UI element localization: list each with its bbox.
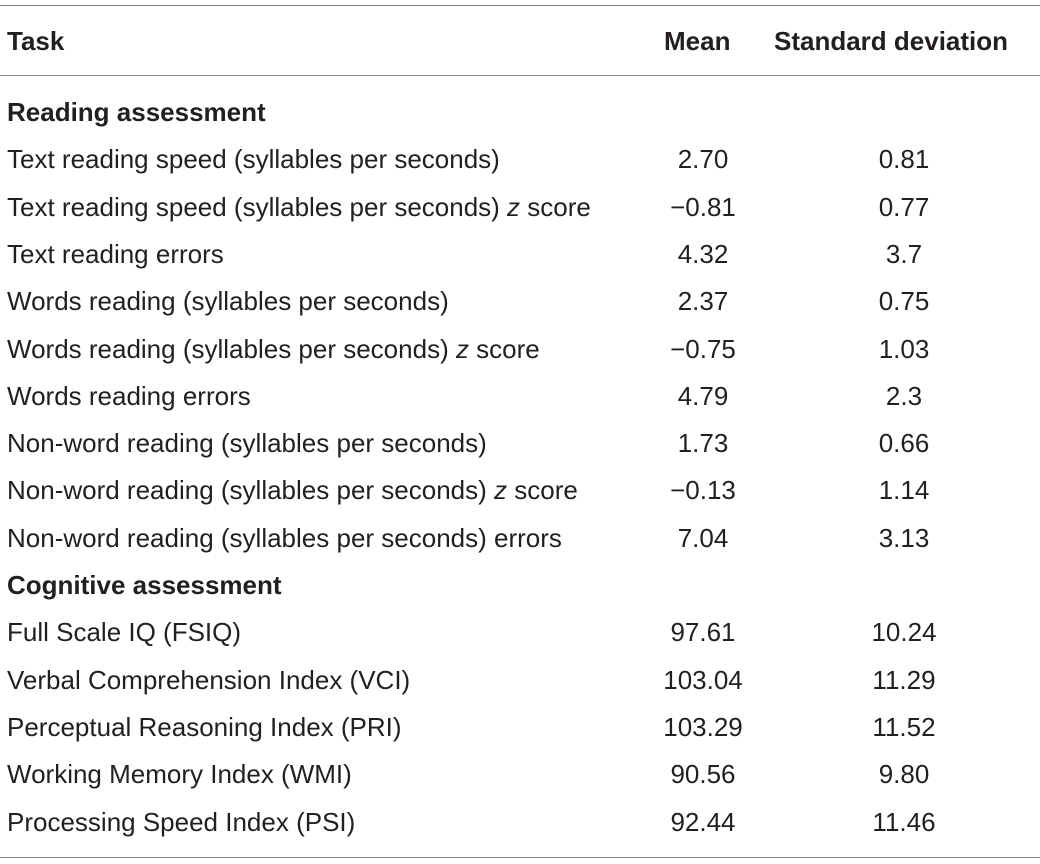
task-cell [7,518,562,558]
table-row [0,423,1040,463]
standard-deviation-cell: 0.66 [878,428,930,459]
task-label: Text reading errors [7,238,224,269]
table-row [0,707,1040,747]
task-label: Non-word reading (syllables per seconds) errors [7,522,562,553]
task-label: Verbal Comprehension Index (VCI) [7,664,411,695]
task-label-tail: score [507,475,578,506]
table-row [0,518,1040,558]
task-label-z: z [507,191,521,222]
table-top-rule [0,5,1040,6]
task-label: Words reading errors [7,380,251,411]
task-cell [7,754,352,794]
mean-cell: −0.13 [670,475,736,506]
standard-deviation-cell: 0.75 [878,286,930,317]
mean-cell: 2.70 [677,144,729,175]
task-cell [7,423,487,463]
standard-deviation-cell: 1.14 [878,475,930,506]
task-cell [7,707,402,747]
standard-deviation-cell: 0.77 [878,191,930,222]
table-row [0,234,1040,274]
standard-deviation-cell: 0.81 [878,144,930,175]
standard-deviation-cell: 9.80 [878,759,930,790]
standard-deviation-cell: 11.29 [872,664,936,695]
standard-deviation-cell: 1.03 [878,333,930,364]
task-label-z: z [494,475,508,506]
task-cell [7,234,224,274]
table-row [0,660,1040,700]
task-label-tail: score [468,333,540,364]
mean-cell: 2.37 [677,286,729,317]
task-label: Perceptual Reasoning Index (PRI) [7,711,402,742]
task-label-z: z [455,333,469,364]
task-label: Full Scale IQ (FSIQ) [7,617,242,648]
header-task: Task [7,26,65,56]
section-title-row [0,565,1040,605]
table-row [0,187,1040,227]
mean-cell: −0.81 [670,191,736,222]
task-cell [7,802,355,842]
table-row [0,470,1040,510]
standard-deviation-cell: 11.46 [872,806,936,837]
standard-deviation-cell: 3.13 [878,522,930,553]
mean-cell: 7.04 [677,522,729,553]
table-row [0,281,1040,321]
task-label: Non-word reading (syllables per seconds) [7,475,495,506]
table-row [0,139,1040,179]
table-row [0,612,1040,652]
task-cell [7,187,591,227]
task-label: Non-word reading (syllables per seconds) [7,428,487,459]
mean-cell: 103.04 [663,664,743,695]
mean-cell: −0.75 [670,333,736,364]
task-label: Text reading speed (syllables per seconds) [7,144,500,175]
task-cell [7,660,410,700]
standard-deviation-cell: 2.3 [885,380,923,411]
table-row [0,376,1040,416]
table-bottom-rule [0,857,1040,858]
table-header-row [0,21,1040,61]
task-label: Working Memory Index (WMI) [7,759,352,790]
task-label: Processing Speed Index (PSI) [7,806,356,837]
header-mean: Mean [664,26,731,56]
standard-deviation-cell: 10.24 [871,617,937,648]
task-cell [7,139,500,179]
mean-cell: 92.44 [670,806,736,837]
section-title: Reading assessment [7,97,266,127]
mean-cell: 90.56 [670,759,736,790]
header-standard-deviation: Standard deviation [774,26,1009,56]
task-cell [7,470,578,510]
mean-cell: 103.29 [663,711,743,742]
table-row [0,754,1040,794]
table-row [0,329,1040,369]
section-title-row [0,92,1040,132]
mean-cell: 4.79 [677,380,729,411]
table-row [0,802,1040,842]
task-label: Words reading (syllables per seconds) [7,286,449,317]
task-cell [7,329,540,369]
task-label: Words reading (syllables per seconds) [7,333,456,364]
task-label-tail: score [520,191,591,222]
task-label: Text reading speed (syllables per seconds) [7,191,508,222]
task-cell [7,376,251,416]
task-cell [7,612,241,652]
mean-cell: 97.61 [670,617,736,648]
task-cell [7,281,449,321]
standard-deviation-cell: 3.7 [885,238,923,269]
table-header-rule [0,75,1040,76]
section-title: Cognitive assessment [7,570,282,600]
mean-cell: 4.32 [677,238,729,269]
mean-cell: 1.73 [677,428,729,459]
standard-deviation-cell: 11.52 [872,711,936,742]
